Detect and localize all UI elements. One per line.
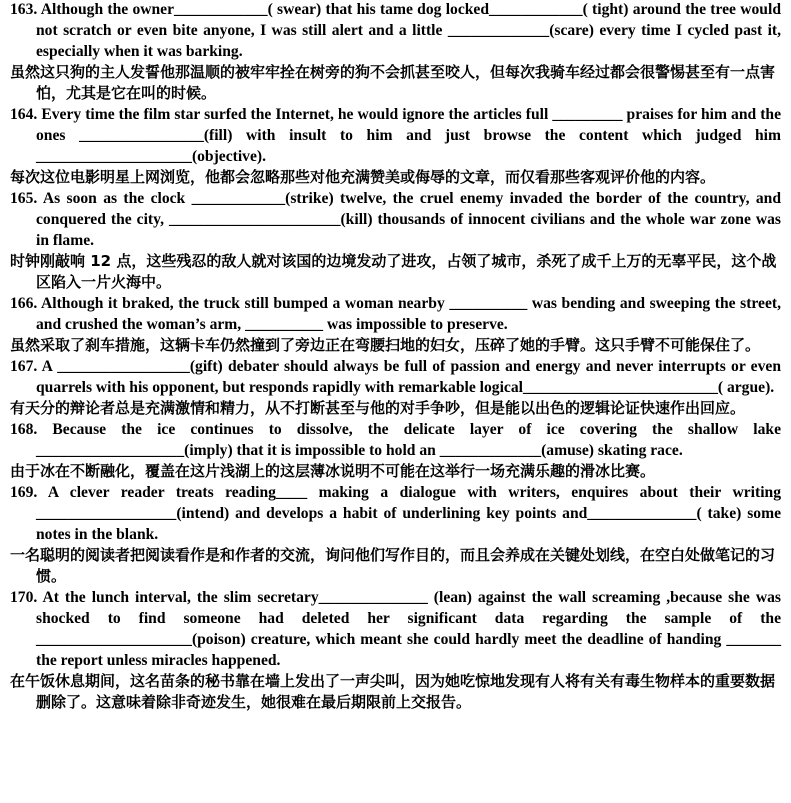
exercise-item-168: [10, 419, 781, 482]
exercise-number: 163.: [10, 1, 38, 18]
exercise-number: 167.: [10, 358, 38, 375]
exercise-english-text: [10, 587, 781, 671]
exercise-number: 165.: [10, 190, 38, 207]
exercise-number: 166.: [10, 295, 38, 312]
exercise-chinese-translation: 有天分的辩论者总是充满激情和精力，从不打断甚至与他的对手争吵，但是能以出色的逻辑论证快速作出回应。: [10, 399, 746, 417]
exercise-chinese-translation: 由于冰在不断融化，覆盖在这片浅湖上的这层薄冰说明不可能在这举行一场充满乐趣的滑冰比赛。: [10, 462, 656, 480]
exercise-english-text: [10, 419, 781, 461]
exercise-sentence: At the lunch interval, the slim secretary______________ (lean) against the wall screaming ,because she was shocked to find someone had deleted her significant data regarding the sample of the ____________________(poison) creature, which meant she could hardly meet the deadline of handing _______ the report unless miracles happened.: [36, 589, 781, 669]
exercise-english-text: [10, 293, 781, 335]
exercise-sentence: As soon as the clock ____________(strike) twelve, the cruel enemy invaded the border of the country, and conquered the city, ______________________(kill) thousands of innocent civilians and the whole war zone was in flame.: [36, 190, 782, 249]
exercise-item-165: [10, 188, 781, 293]
exercise-number: 170.: [10, 589, 38, 606]
exercise-sentence: Although it braked, the truck still bumped a woman nearby __________ was bending and sweeping the street, and crushed the woman’s arm, __________ was impossible to preserve.: [36, 295, 781, 333]
exercise-item-167: [10, 356, 781, 419]
exercise-chinese-translation: 时钟刚敲响 12 点，这些残忍的敌人就对该国的边境发动了进攻，占领了城市，杀死了成千上万的无辜平民，这个战区陷入一片火海中。: [10, 252, 777, 291]
exercise-chinese-translation: 在午饭休息期间，这名苗条的秘书靠在墙上发出了一声尖叫，因为她吃惊地发现有人将有关有毒生物样本的重要数据删除了。这意味着除非奇迹发生，她很难在最后期限前上交报告。: [10, 672, 776, 711]
exercise-chinese-translation: 每次这位电影明星上网浏览，他都会忽略那些对他充满赞美或侮辱的文章，而仅看那些客观评价他的内容。: [10, 168, 716, 186]
exercise-sentence: Every time the film star surfed the Internet, he would ignore the articles full _________ praises for him and the ones ________________(fill) with insult to him and just browse the content which judged him ____________________(objective).: [36, 106, 781, 165]
exercise-english-text: [10, 104, 781, 167]
exercise-number: 164.: [10, 106, 38, 123]
exercise-english-text: [10, 188, 781, 251]
exercise-item-164: [10, 104, 781, 188]
exercise-sentence: A clever reader treats reading____ making a dialogue with writers, enquires about their writing __________________(intend) and develops a habit of underlining key points and______________( take) some notes in the blank.: [36, 484, 781, 543]
exercise-number: 169.: [10, 484, 38, 501]
exercise-item-170: [10, 587, 781, 713]
exercise-sentence: Because the ice continues to dissolve, the delicate layer of ice covering the shallow lake ___________________(imply) that it is impossible to hold an _____________(amuse) skating race.: [36, 421, 781, 459]
exercise-sentence: Although the owner____________( swear) that his tame dog locked____________( tight) around the tree would not scratch or even bite anyone, I was still alert and a little _____________(scare) every time I cycled past it, especially when it was barking.: [36, 1, 781, 60]
exercise-number: 168.: [10, 421, 38, 438]
exercise-english-text: [10, 482, 781, 545]
exercise-item-166: [10, 293, 781, 356]
exercise-item-169: [10, 482, 781, 587]
exercise-english-text: [10, 356, 781, 398]
exercise-chinese-translation: 虽然采取了刹车措施，这辆卡车仍然撞到了旁边正在弯腰扫地的妇女，压碎了她的手臂。这只手臂不可能保住了。: [10, 336, 761, 354]
exercise-chinese-translation: 虽然这只狗的主人发誓他那温顺的被牢牢拴在树旁的狗不会抓甚至咬人，但每次我骑车经过都会很警惕甚至有一点害怕，尤其是它在叫的时候。: [10, 63, 776, 102]
exercise-sentence: A _________________(gift) debater should always be full of passion and energy and never interrupts or even quarrels with his opponent, but responds rapidly with remarkable logical_________________________( argue).: [36, 358, 781, 396]
exercise-chinese-translation: 一名聪明的阅读者把阅读看作是和作者的交流，询问他们写作目的，而且会养成在关键处划线，在空白处做笔记的习惯。: [10, 546, 776, 585]
exercise-english-text: [10, 0, 781, 62]
exercise-item-163: [10, 0, 781, 104]
